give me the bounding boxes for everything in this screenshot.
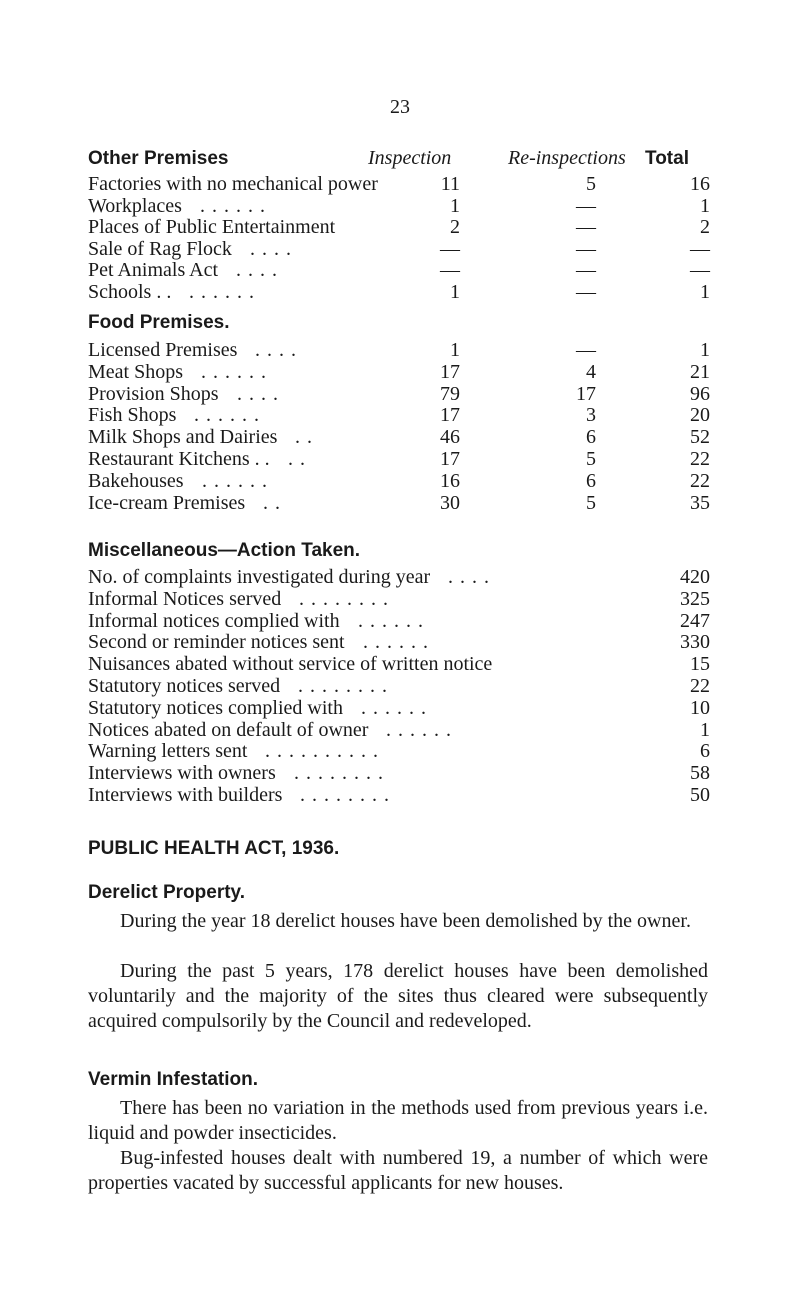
vermin-paragraph-1: There has been no variation in the methods used from previous years i.e. liquid and powder insecticides. bbox=[88, 1097, 708, 1144]
total-cell: — bbox=[690, 237, 710, 260]
derelict-paragraph-1: During the year 18 derelict houses have been demolished by the owner. bbox=[120, 910, 691, 932]
row-label: Statutory notices complied with bbox=[88, 696, 343, 719]
row-label: Licensed Premises bbox=[88, 339, 238, 361]
inspection-cell: 30 bbox=[440, 491, 460, 514]
leader-dots: . . bbox=[263, 491, 281, 514]
row-label: Fish Shops bbox=[88, 404, 177, 427]
leader-dots: . . . . . . bbox=[386, 718, 452, 741]
value-cell: 1 bbox=[700, 718, 710, 741]
inspection-cell: 1 bbox=[450, 194, 460, 217]
value-cell: 15 bbox=[690, 653, 710, 676]
total-cell: 35 bbox=[690, 491, 710, 514]
row-label: Nuisances abated without service of written notice bbox=[88, 653, 493, 676]
value-cell: 325 bbox=[680, 587, 710, 610]
col-header-inspection: Inspection bbox=[368, 147, 452, 169]
total-cell: 2 bbox=[700, 216, 710, 238]
inspection-cell: — bbox=[440, 259, 460, 281]
misc-heading: Miscellaneous—Action Taken. bbox=[88, 540, 361, 561]
inspection-cell: 16 bbox=[440, 469, 460, 492]
total-cell: 22 bbox=[690, 448, 710, 470]
row-label: Sale of Rag Flock bbox=[88, 237, 232, 260]
reinspections-cell: 5 bbox=[586, 491, 596, 514]
reinspections-cell: 4 bbox=[586, 360, 596, 383]
reinspections-cell: 5 bbox=[586, 448, 596, 470]
total-cell: 52 bbox=[690, 426, 710, 449]
value-cell: 330 bbox=[680, 631, 710, 654]
public-health-act-heading: PUBLIC HEALTH ACT, 1936. bbox=[88, 838, 340, 859]
col-header-reinspections: Re-inspections bbox=[508, 147, 626, 169]
inspection-cell: — bbox=[440, 237, 460, 260]
row-label: Informal Notices served bbox=[88, 587, 282, 610]
reinspections-cell: — bbox=[576, 237, 596, 260]
leader-dots: . . . . bbox=[250, 237, 292, 260]
total-cell: 22 bbox=[690, 469, 710, 492]
reinspections-cell: — bbox=[576, 259, 596, 281]
reinspections-cell: — bbox=[576, 194, 596, 217]
inspection-cell: 1 bbox=[450, 280, 460, 303]
row-label: Provision Shops bbox=[88, 382, 219, 405]
row-label: Ice-cream Premises bbox=[88, 491, 246, 514]
vermin-heading: Vermin Infestation. bbox=[88, 1069, 258, 1090]
reinspections-cell: — bbox=[576, 216, 596, 238]
derelict-paragraph-2: During the past 5 years, 178 derelict houses have been demolished voluntarily and the majority of the sites thus cleared were subsequently acquired compulsorily by the Council and redeveloped. bbox=[88, 960, 708, 1032]
leader-dots: . . . . . . bbox=[189, 280, 255, 303]
row-label: Restaurant Kitchens . . bbox=[88, 448, 270, 470]
other-premises-heading: Other Premises bbox=[88, 148, 229, 169]
inspection-cell: 1 bbox=[450, 339, 460, 361]
row-label: Milk Shops and Dairies bbox=[88, 426, 278, 449]
value-cell: 58 bbox=[690, 762, 710, 785]
leader-dots: . . . . bbox=[237, 382, 279, 405]
value-cell: 6 bbox=[700, 740, 710, 763]
total-cell: — bbox=[690, 259, 710, 281]
row-label: Places of Public Entertainment bbox=[88, 216, 336, 238]
value-cell: 22 bbox=[690, 675, 710, 697]
leader-dots: . . bbox=[295, 426, 313, 449]
inspection-cell: 17 bbox=[440, 360, 460, 383]
leader-dots: . . . . . . bbox=[363, 631, 429, 654]
leader-dots: . . . . . . . . bbox=[294, 762, 384, 785]
leader-dots: . . . . . . . . . . bbox=[265, 740, 379, 763]
total-cell: 1 bbox=[700, 280, 710, 303]
leader-dots: . . . . . . bbox=[201, 360, 267, 383]
page-number: 23 bbox=[390, 96, 410, 118]
row-label: Bakehouses bbox=[88, 469, 184, 492]
row-label: Informal notices complied with bbox=[88, 609, 340, 632]
reinspections-cell: 6 bbox=[586, 426, 596, 449]
vermin-paragraph-2: Bug-infested houses dealt with numbered 19, a number of which were properties vacated by successful applicants for new houses. bbox=[88, 1147, 708, 1194]
inspection-cell: 79 bbox=[440, 382, 460, 405]
inspection-cell: 17 bbox=[440, 404, 460, 427]
row-label: Second or reminder notices sent bbox=[88, 631, 345, 654]
leader-dots: . . . . . . . . bbox=[298, 675, 388, 697]
row-label: Interviews with owners bbox=[88, 762, 276, 785]
row-label: Interviews with builders bbox=[88, 784, 283, 806]
leader-dots: . . . . bbox=[236, 259, 278, 281]
reinspections-cell: 17 bbox=[576, 382, 596, 405]
leader-dots: . . . . bbox=[255, 339, 297, 361]
row-label: Factories with no mechanical power bbox=[88, 173, 378, 195]
leader-dots: . . . . . . bbox=[358, 609, 424, 632]
reinspections-cell: 6 bbox=[586, 469, 596, 492]
total-cell: 1 bbox=[700, 194, 710, 217]
row-label: Notices abated on default of owner bbox=[88, 718, 369, 741]
leader-dots: . . . . . . bbox=[202, 469, 268, 492]
total-cell: 16 bbox=[690, 173, 710, 195]
total-cell: 96 bbox=[690, 382, 710, 405]
total-cell: 1 bbox=[700, 339, 710, 361]
row-label: Meat Shops bbox=[88, 360, 183, 383]
reinspections-cell: 3 bbox=[586, 404, 596, 427]
leader-dots: . . . . . . bbox=[361, 696, 427, 719]
inspection-cell: 46 bbox=[440, 426, 460, 449]
row-label: Pet Animals Act bbox=[88, 259, 218, 281]
row-label: No. of complaints investigated during year bbox=[88, 566, 431, 588]
total-cell: 21 bbox=[690, 360, 710, 383]
value-cell: 50 bbox=[690, 784, 710, 806]
leader-dots: . . . . . . . . bbox=[299, 587, 389, 610]
inspection-cell: 11 bbox=[440, 173, 460, 195]
leader-dots: . . . . . . . . bbox=[300, 784, 390, 806]
row-label: Statutory notices served bbox=[88, 675, 281, 697]
leader-dots: . . . . . . bbox=[194, 404, 260, 427]
reinspections-cell: — bbox=[576, 339, 596, 361]
col-header-total: Total bbox=[645, 148, 689, 169]
food-premises-heading: Food Premises. bbox=[88, 312, 230, 333]
row-label: Schools . . bbox=[88, 280, 172, 303]
row-label: Workplaces bbox=[88, 194, 182, 217]
total-cell: 20 bbox=[690, 404, 710, 427]
inspection-cell: 2 bbox=[450, 216, 460, 238]
reinspections-cell: 5 bbox=[586, 173, 596, 195]
value-cell: 420 bbox=[680, 566, 710, 588]
value-cell: 10 bbox=[690, 696, 710, 719]
inspection-cell: 17 bbox=[440, 448, 460, 470]
reinspections-cell: — bbox=[576, 280, 596, 303]
derelict-heading: Derelict Property. bbox=[88, 882, 245, 903]
leader-dots: . . . . . . bbox=[200, 194, 266, 217]
row-label: Warning letters sent bbox=[88, 740, 248, 763]
value-cell: 247 bbox=[680, 609, 710, 632]
leader-dots: . . bbox=[288, 448, 306, 470]
leader-dots: . . . . bbox=[448, 566, 490, 588]
